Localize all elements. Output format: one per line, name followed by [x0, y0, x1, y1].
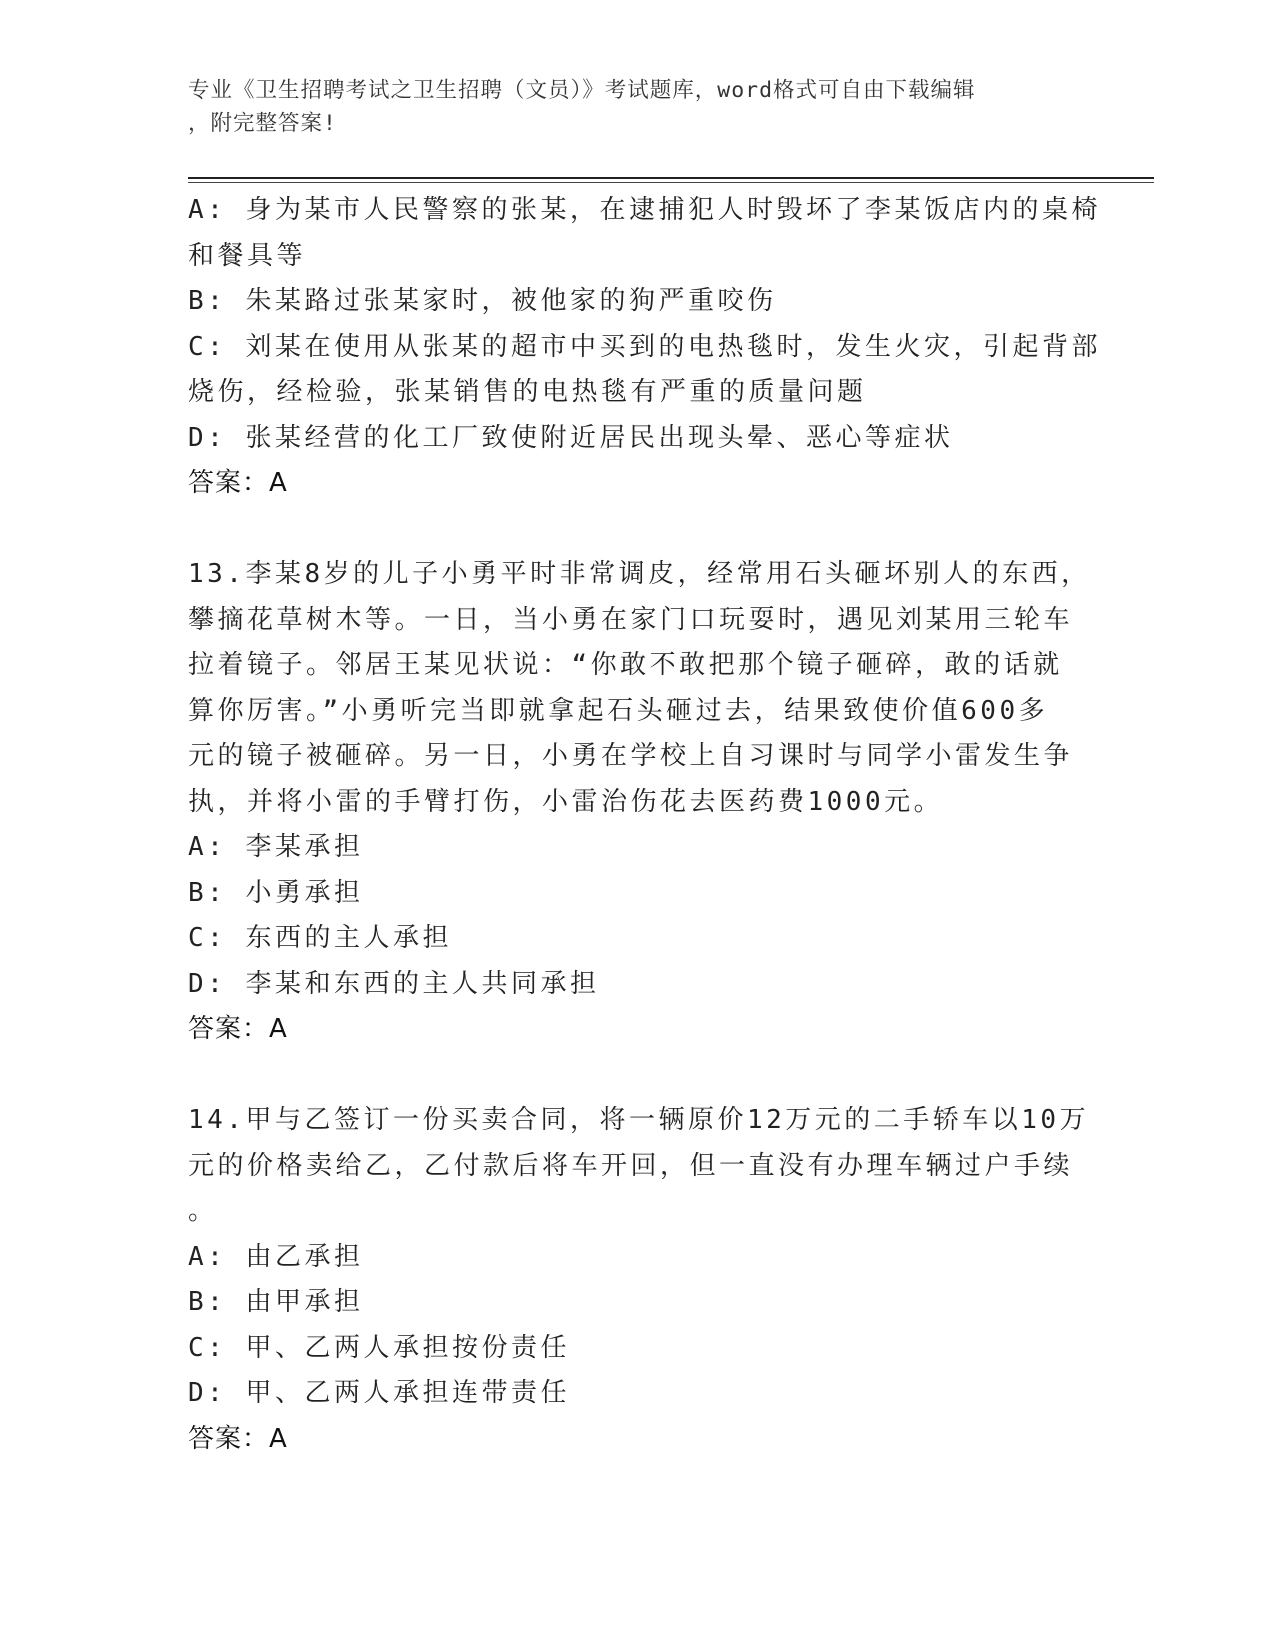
header-divider-thin — [188, 182, 1154, 183]
header-title-line-2: ，附完整答案! — [188, 111, 337, 136]
q13-option-c: C: 东西的主人承担 — [188, 923, 452, 953]
q13-option-a: A: 李某承担 — [188, 832, 364, 862]
q14-option-d: D: 甲、乙两人承担连带责任 — [188, 1378, 570, 1408]
q14-option-a: A: 由乙承担 — [188, 1241, 364, 1272]
q13-answer: 答案：A — [188, 1014, 288, 1044]
q12-answer: 答案：A — [188, 468, 288, 498]
q12-option-c-line-2: 烧伤，经检验，张某销售的电热毯有严重的质量问题 — [188, 377, 867, 407]
q12-option-a-line-2: 和餐具等 — [188, 240, 307, 271]
q14-option-b: B: 由甲承担 — [188, 1287, 364, 1317]
q13-option-d: D: 李某和东西的主人共同承担 — [188, 968, 600, 999]
question-content — [188, 188, 1101, 1462]
q14-stem-line-1: 14.甲与乙签订一份买卖合同，将一辆原价12万元的二手轿车以10万 — [188, 1105, 1090, 1135]
header-divider-thick — [188, 177, 1154, 179]
q13-stem-line-5: 元的镜子被砸碎。另一日，小勇在学校上自习课时与同学小雷发生争 — [188, 741, 1074, 771]
question-13-block — [188, 552, 1091, 1053]
spacer — [188, 1053, 1088, 1099]
question-12-block — [188, 188, 1101, 507]
spacer — [188, 507, 1088, 553]
q13-stem-line-4: 算你厉害。”小勇听完当即就拿起石头砸过去，结果致使价值600多 — [188, 695, 1049, 726]
q13-stem-line-1: 13.李某8岁的儿子小勇平时非常调皮，经常用石头砸坏别人的东西， — [188, 559, 1091, 589]
q13-option-b: B: 小勇承担 — [188, 877, 364, 908]
document-header — [188, 74, 1068, 140]
q14-stem-line-3: 。 — [188, 1196, 218, 1226]
q12-option-c-line-1: C: 刘某在使用从张某的超市中买到的电热毯时，发生火灾，引起背部 — [188, 331, 1101, 362]
q12-option-a-line-1: A: 身为某市人民警察的张某，在逮捕犯人时毁坏了李某饭店内的桌椅 — [188, 195, 1101, 225]
header-title-line-1: 专业《卫生招聘考试之卫生招聘（文员）》考试题库，word格式可自由下载编辑 — [188, 78, 976, 103]
q13-stem-line-2: 攀摘花草树木等。一日，当小勇在家门口玩耍时，遇见刘某用三轮车 — [188, 604, 1074, 635]
q12-option-b: B: 朱某路过张某家时，被他家的狗严重咬伤 — [188, 286, 777, 316]
q14-answer: 答案：A — [188, 1423, 288, 1454]
q13-stem-line-6: 执，并将小雷的手臂打伤，小雷治伤花去医药费1000元。 — [188, 786, 944, 817]
q13-stem-line-3: 拉着镜子。邻居王某见状说：“你敢不敢把那个镜子砸碎，敢的话就 — [188, 650, 1063, 680]
q12-option-d: D: 张某经营的化工厂致使附近居民出现头晕、恶心等症状 — [188, 422, 954, 453]
q14-option-c: C: 甲、乙两人承担按份责任 — [188, 1332, 570, 1363]
question-14-block — [188, 1098, 1088, 1462]
q14-stem-line-2: 元的价格卖给乙，乙付款后将车开回，但一直没有办理车辆过户手续 — [188, 1150, 1074, 1181]
